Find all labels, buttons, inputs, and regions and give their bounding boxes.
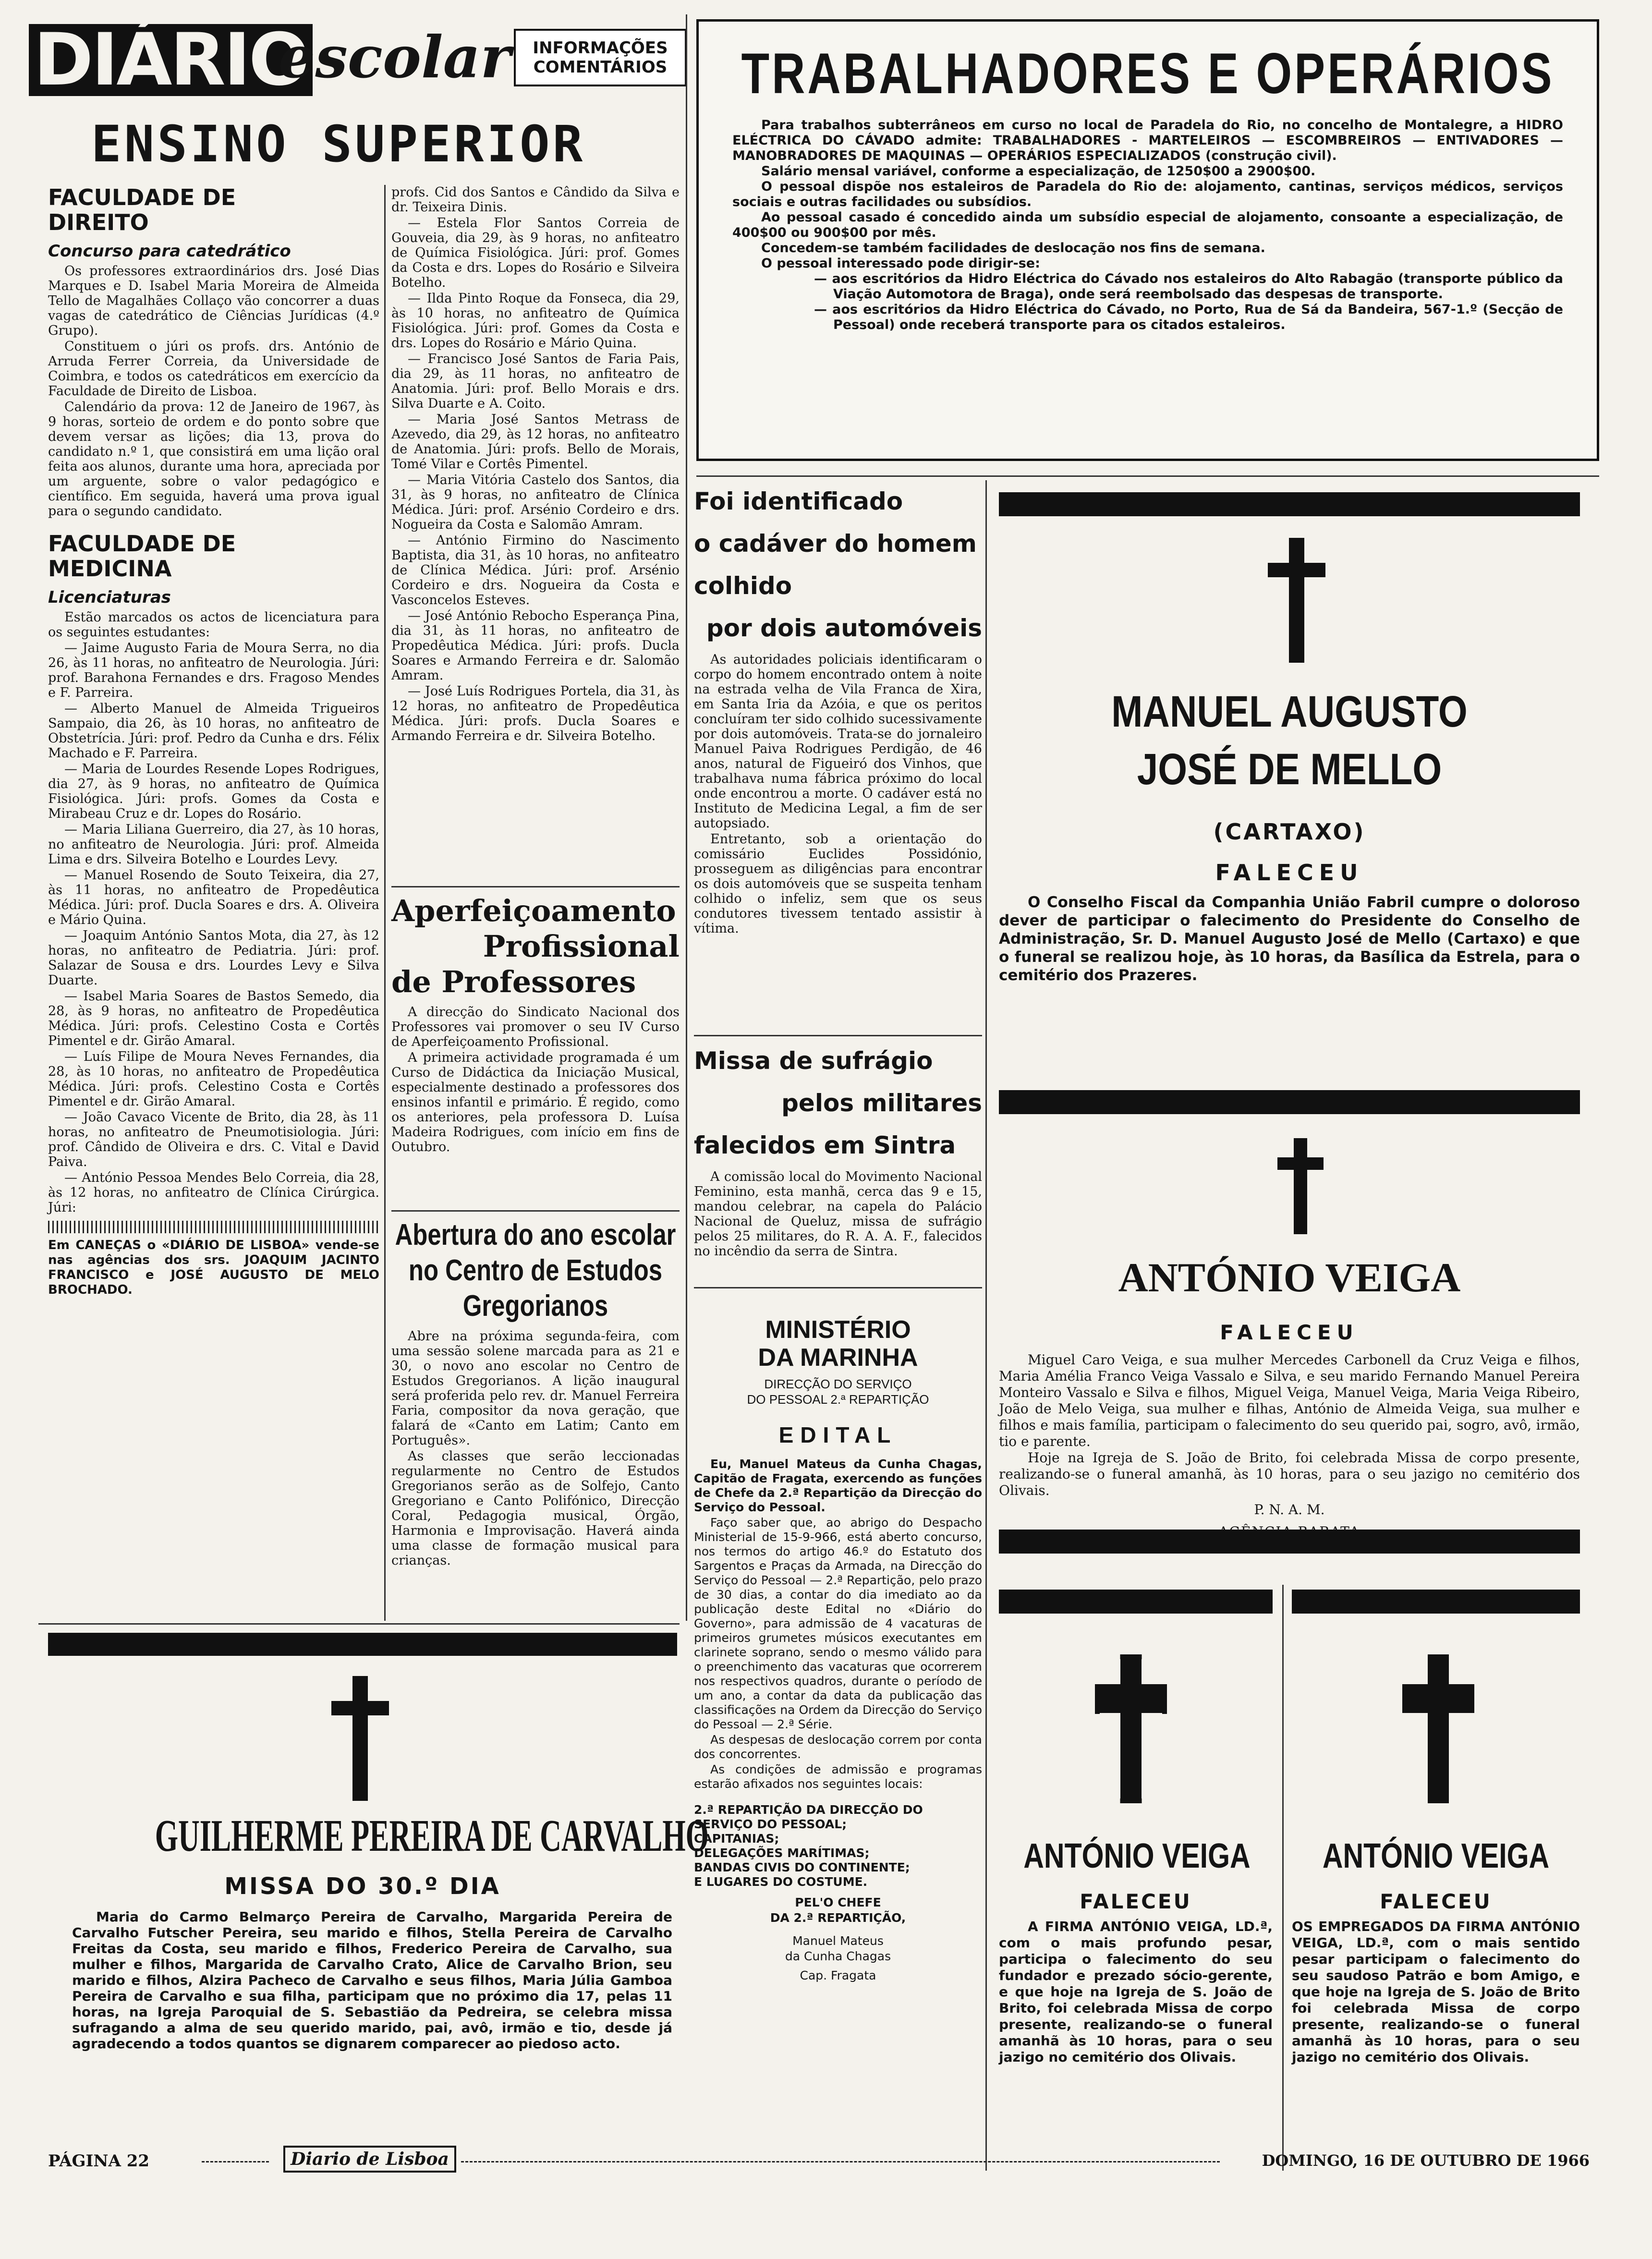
aperfeicoamento-title-1: Aperfeiçoamento bbox=[391, 893, 676, 928]
cadaver-title-3: colhido bbox=[694, 572, 792, 600]
paragraph: — Maria Liliana Guerreiro, dia 27, às 10 horas, no anfiteatro de Neurologia. Júri: prof. Almeida Lima e drs. Silveira Botelho e Lourdes Levy. bbox=[48, 822, 379, 867]
masthead-subtitle-box bbox=[514, 29, 687, 86]
veiga-main-text bbox=[999, 1352, 1580, 1540]
paragraph: A direcção do Sindicato Nacional dos Professores vai promover o seu IV Curso de Aperfeiçoamento Profissional. bbox=[391, 1005, 680, 1049]
aperfeicoamento-article bbox=[391, 893, 680, 1155]
section-rule bbox=[391, 886, 680, 887]
ensino-column-1 bbox=[48, 185, 379, 1298]
abertura-title-1: Abertura do ano escolar bbox=[395, 1218, 676, 1251]
pelo-chefe: PEL'O CHEFE bbox=[795, 1895, 881, 1909]
place-item: CAPITANIAS; bbox=[694, 1832, 779, 1846]
abertura-title-2: no Centro de Estudos bbox=[408, 1254, 663, 1287]
missa-article bbox=[694, 1040, 982, 1260]
signature-name-1: Manuel Mateus bbox=[792, 1934, 884, 1948]
ministerio-2: DA MARINHA bbox=[758, 1344, 918, 1372]
cadaver-title-2: o cadáver do homem bbox=[694, 530, 977, 558]
cadaver-title-4: por dois automóveis bbox=[706, 614, 982, 642]
place-item: 2.ª REPARTIÇÃO DA DIRECÇÃO DO SERVIÇO DO PESSOAL; bbox=[694, 1803, 923, 1831]
paragraph: O pessoal interessado pode dirigir-se: bbox=[761, 256, 1040, 271]
paragraph: Miguel Caro Veiga, e sua mulher Mercedes Carbonell da Cruz Veiga e filhos, Maria Amélia Franco Veiga Vassalo e Silva, e seu marido Fernando Manuel Pereira Monteiro Vassalo e Silva e filhos, Miguel Veiga, Manuel Veiga, Maria Veiga Ribeiro, João de Melo Veiga, sua mulher e filhas, António de Almeida Veiga, sua mulher e filhos e mais família, participam o falecimento do seu querido pai, sogro, avô, irmão, tio e parente. bbox=[999, 1352, 1580, 1449]
veiga-empregados-name: ANTÓNIO VEIGA bbox=[1322, 1837, 1550, 1875]
paragraph: A primeira actividade programada é um Curso de Didáctica da Iniciação Musical, especialmente destinado a professores dos ensinos infantil e primário. É regido, como os anteriores, pela professora D. Luísa Madeira Rodrigues, com início em fins de Outubro. bbox=[391, 1050, 680, 1154]
pelo-chefe-2: DA 2.ª REPARTIÇÃO, bbox=[770, 1911, 906, 1925]
fac-medicina-heading: FACULDADE DE MEDICINA bbox=[48, 531, 236, 582]
paragraph: — José António Rebocho Esperança Pina, dia 31, às 11 horas, no anfiteatro de Propedêutica Médica. Júri: profs. Ducla Soares e Armando Ferreira e dr. Salomão Amram. bbox=[391, 608, 680, 683]
paragraph: Ao pessoal casado é concedido ainda um subsídio especial de alojamento, consoante a especialização, de 400$00 ou 900$00 por mês. bbox=[732, 210, 1563, 240]
place-item: BANDAS CIVIS DO CONTINENTE; bbox=[694, 1860, 910, 1874]
column-rule bbox=[1282, 1585, 1284, 2171]
abertura-article bbox=[391, 1217, 680, 1569]
veiga-firma-faleceu: FALECEU bbox=[1080, 1890, 1192, 1913]
missa-title-3: falecidos em Sintra bbox=[694, 1131, 956, 1159]
veiga-pnam: P. N. A. M. bbox=[1254, 1502, 1325, 1518]
section-rule bbox=[694, 1287, 982, 1288]
mello-name-1: MANUEL AUGUSTO bbox=[1111, 687, 1468, 736]
paragraph: Abre na próxima segunda-feira, com uma sessão solene marcada para as 21 e 30, o novo ano escolar no Centro de Estudos Gregorianos. A lição inaugural será proferida pelo rev. dr. Manuel Ferreira Faria, compositor da nova geração, que falará de «Canto em Latim; Canto em Português». bbox=[391, 1329, 680, 1448]
paragraph: O pessoal dispõe nos estaleiros de Paradela do Rio de: alojamento, cantinas, serviços médicos, serviços sociais e outras facilidades ou subsídios. bbox=[732, 179, 1563, 209]
carvalho-text: Maria do Carmo Belmarço Pereira de Carvalho, Margarida Pereira de Carvalho Futscher Pereira, seu marido e filhos, Stella Pereira de Carvalho Freitas da Costa, seu marido e filhos, Frederico Pereira de Carvalho, sua mulher e filhos, Margarida de Carvalho Crato, Alice de Carvalho Brion, seu marido e filhos, Alzira Pacheco de Carvalho e seus filhos, Maria Júlia Gamboa Pereira de Carvalho e sua filha, participam que no próximo dia 17, pelas 11 horas, na Igreja Paroquial de S. Sebastião da Pedreira, se celebra missa sufragando a alma de seu querido marido, pai, avô, irmão e tio, desde já agradecendo a todos quantos se dignarem comparecer ao piedoso acto. bbox=[72, 1909, 672, 2052]
veiga-firma-name: ANTÓNIO VEIGA bbox=[1023, 1837, 1251, 1875]
paragraph: — Maria Vitória Castelo dos Santos, dia 31, às 9 horas, no anfiteatro de Clínica Médica. Júri: prof. Arsénio Cordeiro e drs. Nogueira da Costa e Salomão Amram. bbox=[391, 473, 680, 532]
signature-rank: Cap. Fragata bbox=[800, 1968, 876, 1982]
edital-text bbox=[694, 1457, 982, 1791]
carvalho-name: GUILHERME PEREIRA DE CARVALHO bbox=[155, 1811, 709, 1861]
paragraph: Calendário da prova: 12 de Janeiro de 1967, às 9 horas, sorteio de ordem e do ponto sobre que devem versar as lições; dia 13, prova do candidato n.º 1, que consistirá em uma lição oral feita aos alunos, durante uma hora, apreciada por um arguente, sobre o valor pedagógico e científico. Em seguida, haverá uma prova igual para o segundo candidato. bbox=[48, 400, 379, 519]
veiga-main-bottom-band bbox=[999, 1530, 1580, 1554]
concurso-heading: Concurso para catedrático bbox=[48, 242, 291, 261]
edital-article bbox=[694, 1316, 982, 1983]
footer-dashes bbox=[461, 2161, 1220, 2162]
cross-icon bbox=[1268, 538, 1325, 663]
footer-dashes bbox=[202, 2161, 269, 2162]
masthead-diario: DIÁRIO bbox=[29, 24, 313, 96]
missa-text bbox=[694, 1169, 982, 1259]
column-rule bbox=[384, 185, 386, 1621]
direccao-1: DIRECÇÃO DO SERVIÇO bbox=[764, 1377, 912, 1391]
caneças-notice: Em CANEÇAS o «DIÁRIO DE LISBOA» vende-se nas agências dos srs. JOAQUIM JACINTO FRANCISCO e JOSÉ AUGUSTO DE MELO BROCHADO. bbox=[48, 1238, 379, 1297]
place-item: E LUGARES DO COSTUME. bbox=[694, 1875, 868, 1889]
mello-bottom-band bbox=[999, 1090, 1580, 1114]
paragraph: As autoridades policiais identificaram o corpo do homem encontrado ontem à noite na estrada velha de Vila Franca de Xira, em Santa Iria da Azóia, e que os peritos concluíram ter sido colhido sucessivamente por dois automóveis. Trata-se do jornaleiro Manuel Paiva Rodrigues Perdigão, de 46 anos, natural de Figueiró dos Vinhos, que trabalhava numa fábrica próximo do local onde encontrou a morte. O cadáver está no Instituto de Medicina Legal, a fim de ser autopsiado. bbox=[694, 652, 982, 831]
veiga-firma-top-band bbox=[999, 1590, 1273, 1614]
mello-place: (CARTAXO) bbox=[1213, 819, 1366, 845]
paragraph: — João Cavaco Vicente de Brito, dia 28, às 11 horas, no anfiteatro de Pneumotisiologia. Júri: prof. Cândido de Oliveira e drs. C. Vital e David Paiva. bbox=[48, 1110, 379, 1169]
cross-icon bbox=[1402, 1654, 1474, 1803]
masthead-sub1: INFORMAÇÕES bbox=[533, 38, 668, 58]
direito-text bbox=[48, 264, 379, 519]
paragraph: As condições de admissão e programas estarão afixados nos seguintes locais: bbox=[694, 1762, 982, 1791]
trabalhadores-ad bbox=[696, 19, 1599, 461]
paragraph: — Maria de Lourdes Resende Lopes Rodrigues, dia 27, às 9 horas, no anfiteatro de Química Fisiológica. Júri: profs. Gomes da Costa e Mirabeau Cruz e dr. Lopes do Rosário. bbox=[48, 762, 379, 821]
ensino-superior-title: ENSINO SUPERIOR bbox=[91, 115, 586, 173]
trabalhadores-text bbox=[732, 118, 1563, 333]
veiga-main-name: ANTÓNIO VEIGA bbox=[1118, 1254, 1461, 1300]
fac-direito-heading: FACULDADE DE DIREITO bbox=[48, 184, 236, 235]
paragraph: Os professores extraordinários drs. José Dias Marques e D. Isabel Maria Moreira de Almeida Tello de Magalhães Collaço vão concorrer a duas vagas de catedrático de Ciências Jurídicas (4.º Grupo). bbox=[48, 264, 379, 338]
paragraph: — Isabel Maria Soares de Bastos Semedo, dia 28, às 9 horas, no anfiteatro de Propedêutica Médica. Júri: profs. Celestino Costa e Cortês Pimentel e dr. Girão Amaral. bbox=[48, 989, 379, 1048]
cross-icon bbox=[1277, 1138, 1324, 1234]
paragraph: profs. Cid dos Santos e Cândido da Silva e dr. Teixeira Dinis. bbox=[391, 185, 680, 215]
paragraph: — Alberto Manuel de Almeida Trigueiros Sampaio, dia 26, às 10 horas, no anfiteatro de Obstetrícia. Júri: prof. Pedro da Cunha e drs. Félix Machado e F. Parreira. bbox=[48, 701, 379, 761]
abertura-text bbox=[391, 1329, 680, 1568]
mello-text: O Conselho Fiscal da Companhia União Fabril cumpre o doloroso dever de participar o falecimento do Presidente do Conselho de Administração, Sr. D. Manuel Augusto José de Mello (Cartaxo) e que o funeral se realizou hoje, às 10 horas, da Basílica da Estrela, para o cemitério dos Prazeres. bbox=[999, 894, 1580, 984]
abertura-title-3: Gregorianos bbox=[462, 1289, 608, 1323]
footer-page-number: PÁGINA 22 bbox=[48, 2151, 150, 2171]
paragraph: — Manuel Rosendo de Souto Teixeira, dia 27, às 11 horas, no anfiteatro de Propedêutica Médica. Júri: prof. Ducla Soares e drs. A. Oliveira e Mário Quina. bbox=[48, 868, 379, 927]
paragraph: Concedem-se também facilidades de deslocação nos fins de semana. bbox=[761, 241, 1265, 255]
paragraph: As classes que serão leccionadas regularmente no Centro de Estudos Gregorianos serão as de Solfejo, Canto Gregoriano e Canto Polifónico, Direcção Coral, Pedagogia musical, Órgão, Harmonia e Improvisação. Haverá ainda uma classe de formação musical para crianças. bbox=[391, 1449, 680, 1568]
section-rule bbox=[696, 475, 1599, 477]
paragraph: Hoje na Igreja de S. João de Brito, foi celebrada Missa de corpo presente, realizando-se o funeral amanhã, às 10 horas, para o seu jazigo no cemitério dos Olivais. bbox=[999, 1450, 1580, 1498]
cross-icon bbox=[1095, 1654, 1167, 1803]
edital-places bbox=[694, 1803, 982, 1889]
licenciaturas-heading: Licenciaturas bbox=[48, 588, 171, 607]
ministerio-1: MINISTÉRIO bbox=[765, 1316, 911, 1344]
cadaver-text bbox=[694, 652, 982, 936]
masthead bbox=[29, 19, 687, 106]
footer-logo-text: Diario de Lisboa bbox=[291, 2149, 449, 2169]
bullet: — aos escritórios da Hidro Eléctrica do Cávado, no Porto, Rua de Sá da Bandeira, 567-1.º (Secção de Pessoal) onde receberá transporte para os citados estaleiros. bbox=[814, 302, 1563, 332]
carvalho-missa: MISSA DO 30.º DIA bbox=[224, 1873, 501, 1900]
signature-name-2: da Cunha Chagas bbox=[785, 1949, 891, 1963]
aperfeicoamento-title-3: de Professores bbox=[391, 964, 636, 999]
footer-logo bbox=[283, 2146, 456, 2173]
paragraph: Para trabalhos subterrâneos em curso no local de Paradela do Rio, no concelho de Montalegre, a HIDRO ELÉCTRICA DO CÁVADO admite: TRABALHADORES - MARTELEIROS — ESCOMBREIROS — ENTIVADORES — MANOBRADORES DE MAQUINAS — OPERÁRIOS ESPECIALIZADOS (construção civil). bbox=[732, 118, 1563, 163]
column-rule bbox=[985, 480, 987, 2171]
veiga-empregados-faleceu: FALECEU bbox=[1380, 1890, 1492, 1913]
cadaver-title-1: Foi identificado bbox=[694, 487, 903, 515]
medicina-text bbox=[48, 610, 379, 1215]
paragraph: — José Luís Rodrigues Portela, dia 31, às 12 horas, no anfiteatro de Propedêutica Médica. Júri: profs. Ducla Soares e Armando Ferreira e dr. Silveira Botelho. bbox=[391, 684, 680, 743]
paragraph: Faço saber que, ao abrigo do Despacho Ministerial de 15-9-966, está aberto concurso, nos termos do artigo 46.º do Estatuto dos Sargentos e Praças da Armada, na Direcção do Serviço do Pessoal — 2.ª Repartição, pelo prazo de 30 dias, a contar do dia imediato ao da publicação deste Edital no «Diário do Governo», para admissão de 4 vacaturas de primeiros grumetes músicos executantes em clarinete soprano, sendo o mesmo válido para o preenchimento das vacaturas que ocorrerem nos respectivos quadros, durante o período de um ano, a contar da data da publicação das classificações na Ordem da Direcção do Serviço do Pessoal — 2.ª Série. bbox=[694, 1516, 982, 1731]
paragraph: Constituem o júri os profs. drs. António de Arruda Ferrer Correia, da Universidade de Coimbra, e todos os catedráticos em exercício da Faculdade de Direito de Lisboa. bbox=[48, 339, 379, 399]
veiga-empregados-top-band bbox=[1292, 1590, 1580, 1614]
section-rule bbox=[38, 1623, 680, 1625]
missa-title-1: Missa de sufrágio bbox=[694, 1047, 933, 1075]
paragraph: — Francisco José Santos de Faria Pais, dia 29, às 11 horas, no anfiteatro de Anatomia. Júri: prof. Bello Morais e drs. Silva Duarte e A. Coito. bbox=[391, 352, 680, 411]
section-rule bbox=[694, 1035, 982, 1036]
footer-date: DOMINGO, 16 DE OUTUBRO DE 1966 bbox=[1262, 2151, 1590, 2170]
paragraph: — Luís Filipe de Moura Neves Fernandes, dia 28, às 10 horas, no anfiteatro de Propedêutica Médica. Júri: profs. Celestino Costa e Cortês Pimentel e dr. Girão Amaral. bbox=[48, 1049, 379, 1109]
mello-name-2: JOSÉ DE MELLO bbox=[1137, 745, 1442, 794]
paragraph: As despesas de deslocação correm por conta dos concorrentes. bbox=[694, 1733, 982, 1761]
trabalhadores-title: TRABALHADORES E OPERÁRIOS bbox=[741, 41, 1555, 106]
ensino-column-2 bbox=[391, 185, 680, 744]
mello-top-band bbox=[999, 492, 1580, 516]
place-item: DELEGAÇÕES MARÍTIMAS; bbox=[694, 1846, 870, 1860]
paragraph: — Maria José Santos Metrass de Azevedo, dia 29, às 12 horas, no anfiteatro de Anatomia. Júri: profs. Bello de Morais, Tomé Vilar e Cortês Pimentel. bbox=[391, 412, 680, 472]
edital-title: EDITAL bbox=[778, 1422, 898, 1447]
carvalho-top-band bbox=[48, 1633, 677, 1656]
paragraph: — Ilda Pinto Roque da Fonseca, dia 29, às 10 horas, no anfiteatro de Química Fisiológica. Júri: prof. Gomes da Costa e drs. Lopes do Rosário e Mário Quina. bbox=[391, 291, 680, 351]
paragraph: A comissão local do Movimento Nacional Feminino, esta manhã, cerca das 9 e 15, mandou celebrar, na capela do Palácio Nacional de Queluz, missa de sufrágio pelos 25 militares, do R. A. A. F., falecidos no incêndio da serra de Sintra. bbox=[694, 1169, 982, 1259]
cadaver-article bbox=[694, 480, 982, 937]
direccao-2: DO PESSOAL 2.ª REPARTIÇÃO bbox=[747, 1392, 929, 1407]
paragraph: — Joaquim António Santos Mota, dia 27, às 12 horas, no anfiteatro de Pediatria. Júri: prof. Salazar de Sousa e drs. Lourdes Levy e Silva Duarte. bbox=[48, 928, 379, 988]
aperfeicoamento-title-2: Profissional bbox=[483, 929, 680, 964]
column-rule bbox=[686, 14, 687, 1621]
bullet: — aos escritórios da Hidro Eléctrica do Cávado nos estaleiros do Alto Rabagão (transporte público da Viação Automotora de Braga), onde será reembolsado das despesas de transporte. bbox=[814, 271, 1563, 302]
aperfeicoamento-text bbox=[391, 1005, 680, 1154]
edital-signature bbox=[694, 1895, 982, 1983]
mello-faleceu: FALECEU bbox=[1215, 860, 1364, 886]
paragraph: — António Firmino do Nascimento Baptista, dia 31, às 10 horas, no anfiteatro de Clínica Médica. Júri: prof. Arsénio Cordeiro e drs. Nogueira da Costa e Vasconcelos Esteves. bbox=[391, 533, 680, 607]
paragraph: Estão marcados os actos de licenciatura para os seguintes estudantes: bbox=[48, 610, 379, 640]
paragraph: Eu, Manuel Mateus da Cunha Chagas, Capitão de Fragata, exercendo as funções de Chefe da 2.ª Repartição da Direcção do Serviço do Pessoal. bbox=[694, 1457, 982, 1514]
paragraph: — Jaime Augusto Faria de Moura Serra, no dia 26, às 11 horas, no anfiteatro de Neurologia. Júri: prof. Barahona Fernandes e drs. Fragoso Mendes e F. Parreira. bbox=[48, 641, 379, 700]
masthead-sub2: COMENTÁRIOS bbox=[533, 58, 668, 77]
paragraph: — Estela Flor Santos Correia de Gouveia, dia 29, às 9 horas, no anfiteatro de Química Fisiológica. Júri: prof. Gomes da Costa e drs. Lopes do Rosário e Silveira Botelho. bbox=[391, 216, 680, 290]
cross-icon bbox=[331, 1676, 389, 1801]
masthead-escolar: escolar bbox=[279, 24, 511, 91]
veiga-empregados-text: OS EMPREGADOS DA FIRMA ANTÓNIO VEIGA, LD.ª, com o mais sentido pesar participam o falecimento do seu saudoso Patrão e bom Amigo, e que hoje na Igreja de S. João de Brito foi celebrada Missa de corpo presente, realizando-se o funeral amanhã às 10 horas, para o seu jazigo no cemitério dos Olivais. bbox=[1292, 1919, 1580, 2065]
paragraph: Salário mensal variável, conforme a especialização, de 1250$00 a 2900$00. bbox=[761, 164, 1316, 179]
veiga-main-faleceu: FALECEU bbox=[1220, 1321, 1359, 1344]
paragraph: — António Pessoa Mendes Belo Correia, dia 28, às 12 horas, no anfiteatro de Clínica Cirúrgica. Júri: bbox=[48, 1170, 379, 1215]
separator-stripes bbox=[48, 1221, 379, 1233]
paragraph: Entretanto, sob a orientação do comissário Euclides Possidónio, prosseguem as diligências para encontrar os dois automóveis que se suspeita tenham colhido o infeliz, sem que os seus condutores tivessem tentado assistir à vítima. bbox=[694, 832, 982, 936]
missa-title-2: pelos militares bbox=[781, 1089, 982, 1117]
veiga-firma-text: A FIRMA ANTÓNIO VEIGA, LD.ª, com o mais profundo pesar, participa o falecimento do seu fundador e prezado sócio-gerente, e que hoje na Igreja de S. João de Brito, foi celebrada Missa de corpo presente, realizando-se o funeral amanhã às 10 horas, para o seu jazigo no cemitério dos Olivais. bbox=[999, 1919, 1273, 2065]
section-rule bbox=[391, 1210, 680, 1212]
